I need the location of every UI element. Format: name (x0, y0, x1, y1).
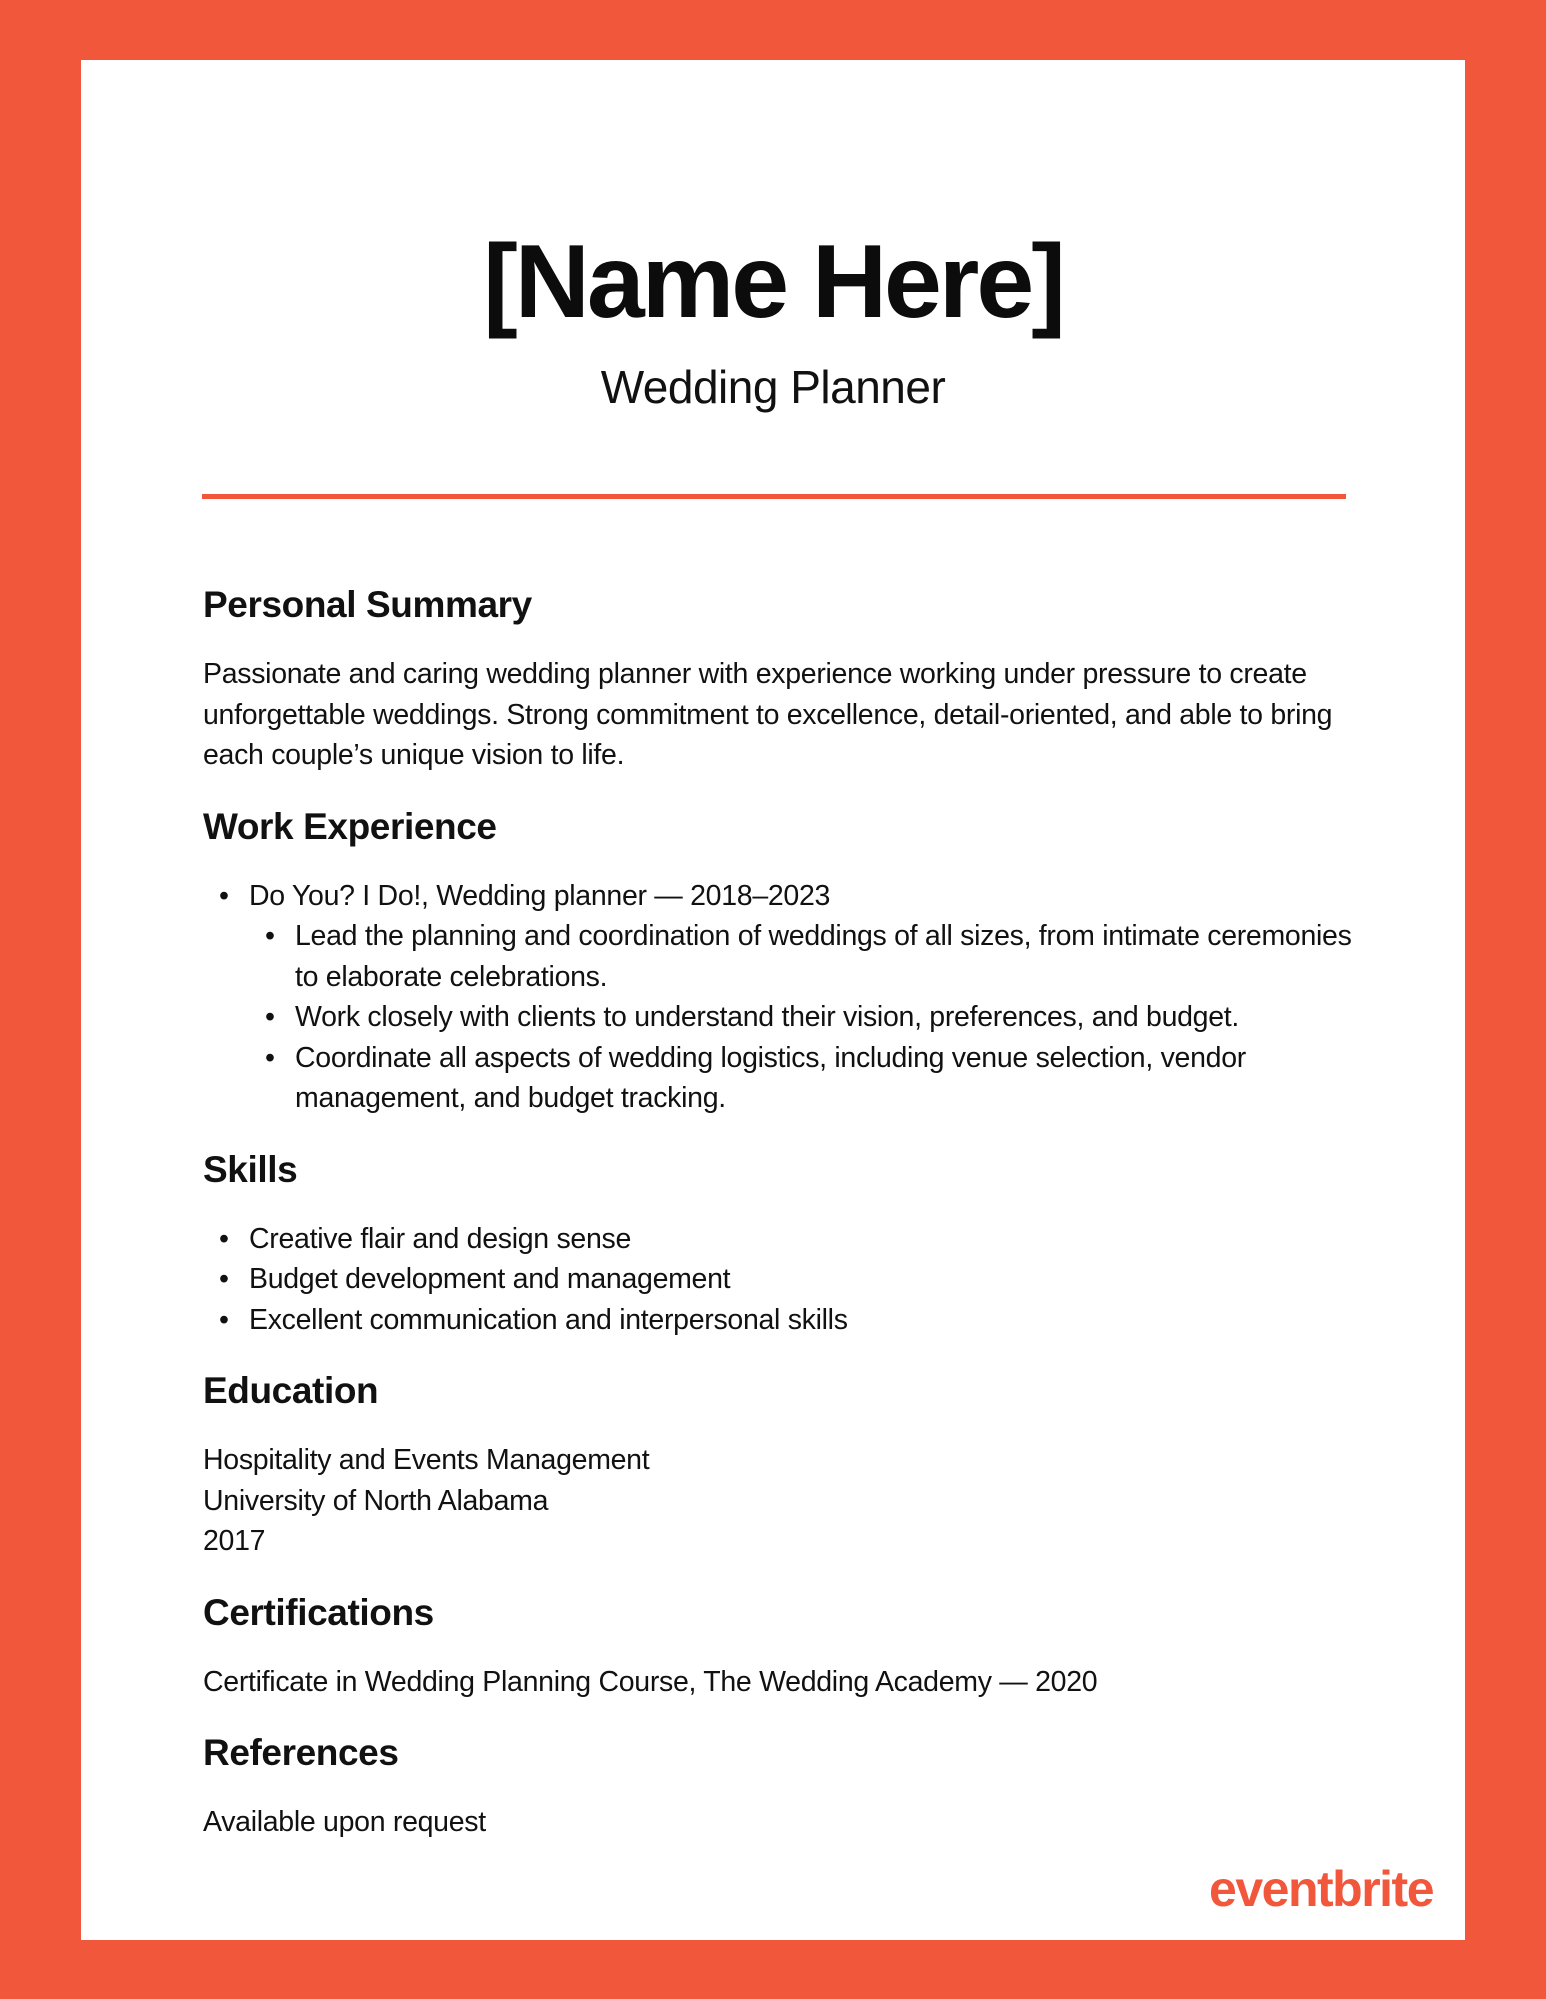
section-heading: Personal Summary (203, 584, 532, 625)
resume-content (203, 580, 1363, 1843)
skills-list (203, 1219, 1363, 1341)
summary-text: Passionate and caring wedding planner with experience working under pressure to create unforgettable weddings. Strong commitment to excellence, detail-oriented, and able to bring each couple’s unique vision to life. (203, 658, 1333, 771)
references-section (203, 1728, 1363, 1843)
skill-item: • Creative flair and design sense (203, 1219, 1363, 1260)
certifications-section (203, 1588, 1363, 1703)
duty-item: • Lead the planning and coordination of weddings of all sizes, from intimate ceremonies to elaborate celebrations. (249, 916, 1363, 997)
education-year: 2017 (203, 1525, 266, 1557)
job-title: Wedding Planner (600, 361, 946, 413)
references-text: Available upon request (203, 1806, 486, 1838)
resume-sheet (81, 60, 1465, 1940)
work-experience-section (203, 802, 1363, 1119)
education-school: University of North Alabama (203, 1484, 549, 1517)
education-degree: Hospitality and Events Management (203, 1444, 650, 1476)
skill-item: • Budget development and management (203, 1259, 1363, 1300)
skills-section (203, 1145, 1363, 1341)
education-section (203, 1366, 1363, 1562)
candidate-name: [Name Here] (483, 224, 1063, 340)
job-title-line: Do You? I Do!, Wedding planner — 2018–2023 (249, 879, 831, 912)
duty-item: • Work closely with clients to understand their vision, preferences, and budget. (249, 997, 1363, 1038)
education-details (203, 1440, 1363, 1562)
job-list (203, 876, 1363, 1119)
personal-summary-section (203, 580, 1363, 776)
eventbrite-logo: eventbrite (1209, 1861, 1433, 1917)
job-item (203, 876, 1363, 1119)
certification-text: Certificate in Wedding Planning Course, The Wedding Academy — 2020 (203, 1665, 1098, 1698)
section-heading: References (203, 1732, 399, 1773)
section-heading: Education (203, 1370, 379, 1411)
skill-item: • Excellent communication and interpersonal skills (203, 1300, 1363, 1341)
duty-list (249, 916, 1363, 1119)
section-heading: Certifications (203, 1591, 434, 1633)
section-heading: Work Experience (203, 805, 497, 847)
duty-item: • Coordinate all aspects of wedding logistics, including venue selection, vendor management, and budget tracking. (249, 1038, 1363, 1119)
header-divider (202, 494, 1346, 499)
section-heading: Skills (203, 1148, 298, 1190)
